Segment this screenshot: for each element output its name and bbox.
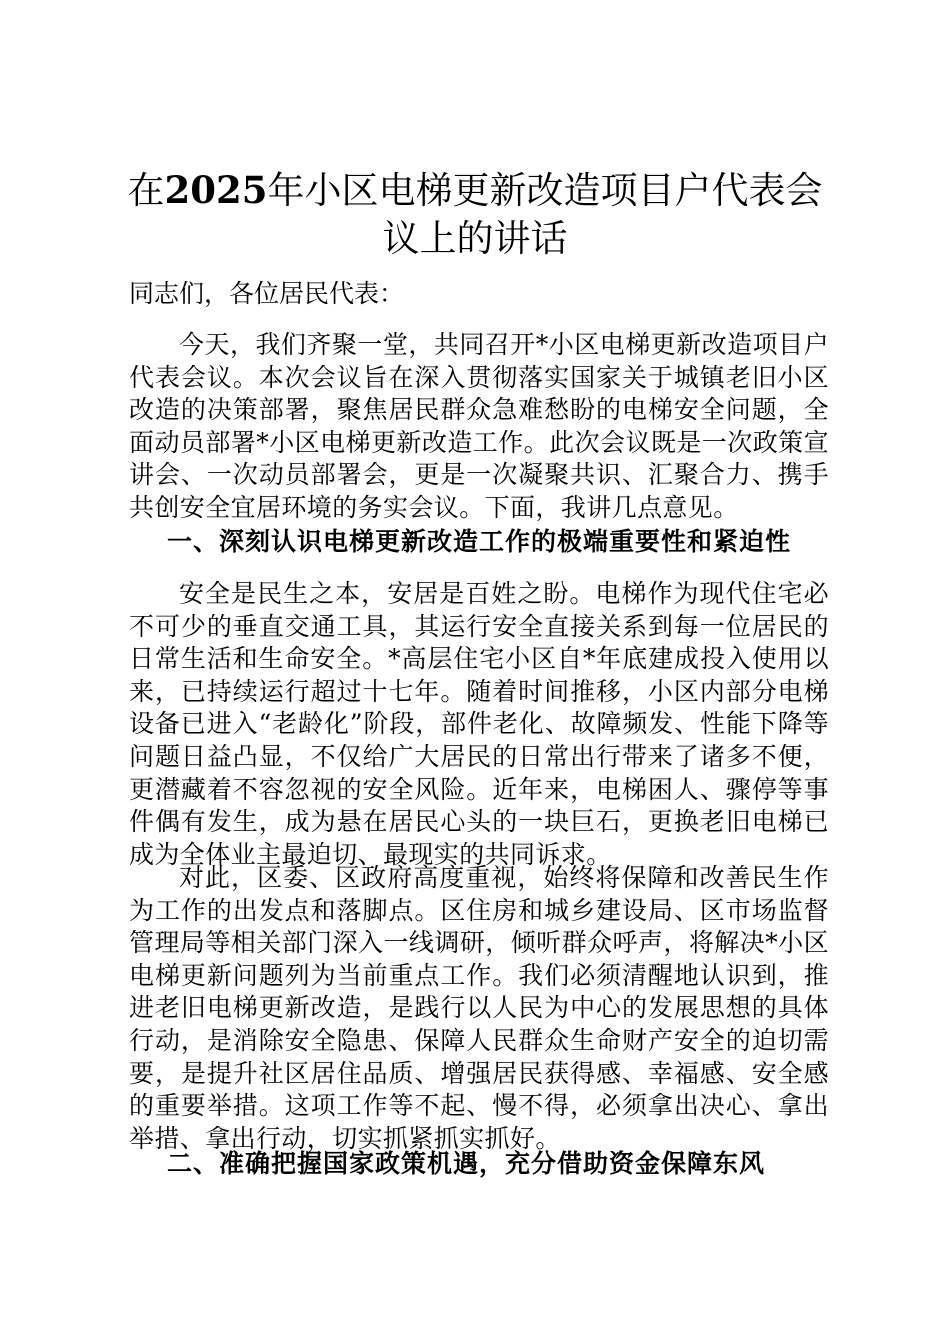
document-title [120, 166, 830, 263]
paragraph-government: 对此，区委、区政府高度重视，始终将保障和改善民生作为工作的出发点和落脚点。区住房和城乡建设局、区市场监督管理局等相关部门深入一线调研，倾听群众呼声，将解决*小区电梯更新问题列为当前重点工作。我们必须清醒地认识到，推进老旧电梯更新改造，是践行以人民为中心的发展思想的具体行动，是消除安全隐患、保障人民群众生命财产安全的迫切需要，是提升社区居住品质、增强居民获得感、幸福感、安全感的重要举措。这项工作等不起、慢不得，必须拿出决心、拿出举措、拿出行动，切实抓紧抓实抓好。 [129, 863, 829, 1153]
title-prefix: 在 [127, 169, 165, 212]
title-year: 2025 [164, 168, 268, 212]
paragraph-opening: 今天，我们齐聚一堂，共同召开*小区电梯更新改造项目户代表会议。本次会议旨在深入贯彻落实国家关于城镇老旧小区改造的决策部署，聚焦居民群众急难愁盼的电梯安全问题，全面动员部署*小区电梯更新改造工作。此次会议既是一次政策宣讲会、一次动员部署会，更是一次凝聚共识、汇聚合力、携手共创安全宜居环境的务实会议。下面，我讲几点意见。 [129, 330, 829, 522]
section-heading-2: 二、准确把握国家政策机遇，充分借助资金保障东风 [167, 1149, 766, 1178]
paragraph-safety: 安全是民生之本，安居是百姓之盼。电梯作为现代住宅必不可少的垂直交通工具，其运行安全直接关系到每一位居民的日常生活和生命安全。*高层住宅小区自*年底建成投入使用以来，已持续运行超过十七年。随着时间推移，小区内部分电梯设备已进入“老龄化”阶段，部件老化、故障频发、性能下降等问题日益凸显，不仅给广大居民的日常出行带来了诸多不便，更潜藏着不容忽视的安全风险。近年来，电梯困人、骤停等事件偶有发生，成为悬在居民心头的一块巨石，更换老旧电梯已成为全体业主最迫切、最现实的共同诉求。 [129, 579, 829, 869]
section-heading-1: 一、深刻认识电梯更新改造工作的极端重要性和紧迫性 [167, 527, 792, 556]
salutation: 同志们，各位居民代表： [129, 279, 405, 308]
title-rest: 年小区电梯更新改造项目户代表会议上的讲话 [267, 169, 823, 260]
